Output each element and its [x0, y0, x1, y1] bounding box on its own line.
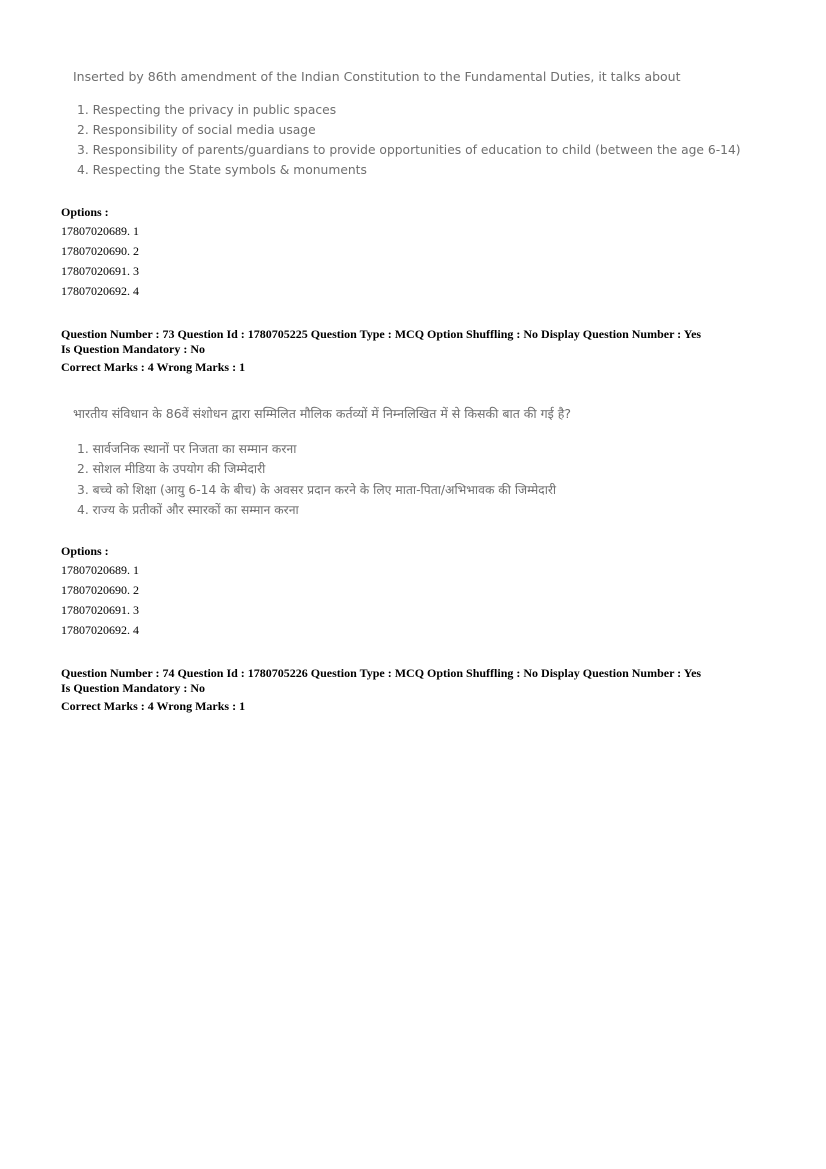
option-item: 17807020689. 1: [61, 224, 139, 238]
option-item: 17807020692. 4: [61, 623, 139, 637]
statement-item: 3. बच्चे को शिक्षा (आयु 6-14 के बीच) के अवसर प्रदान करने के लिए माता-पिता/अभिभावक की जिम्मेदारी: [77, 483, 557, 497]
question-header: Question Number : 73 Question Id : 1780705225 Question Type : MCQ Option Shuffling : No Display Question Number : Yes: [61, 327, 702, 341]
question-image-english: [73, 69, 773, 184]
question-image-hindi: [73, 405, 773, 520]
question-marks: Correct Marks : 4 Wrong Marks : 1: [61, 699, 246, 713]
statement-item: 1. सार्वजनिक स्थानों पर निजता का सम्मान करना: [77, 442, 297, 456]
option-item: 17807020690. 2: [61, 244, 139, 258]
option-item: 17807020690. 2: [61, 583, 139, 597]
question-header: Question Number : 74 Question Id : 1780705226 Question Type : MCQ Option Shuffling : No Display Question Number : Yes: [61, 666, 702, 680]
statement-item: 4. Respecting the State symbols & monuments: [77, 163, 367, 177]
statement-item: 4. राज्य के प्रतीकों और स्मारकों का सम्मान करना: [77, 503, 299, 517]
options-label: Options :: [61, 205, 109, 219]
option-item: 17807020691. 3: [61, 603, 139, 617]
question-mandatory: Is Question Mandatory : No: [61, 342, 206, 356]
question-stem: Inserted by 86th amendment of the Indian Constitution to the Fundamental Duties, it talks about: [73, 69, 681, 84]
question-marks: Correct Marks : 4 Wrong Marks : 1: [61, 360, 246, 374]
option-item: 17807020692. 4: [61, 284, 139, 298]
statement-item: 2. Responsibility of social media usage: [77, 123, 316, 137]
question-stem: भारतीय संविधान के 86वें संशोधन द्वारा सम्मिलित मौलिक कर्तव्यों में निम्नलिखित में से किसकी बात की गई है?: [73, 406, 572, 421]
statement-item: 2. सोशल मीडिया के उपयोग की जिम्मेदारी: [77, 462, 266, 476]
option-item: 17807020689. 1: [61, 563, 139, 577]
statement-item: 3. Responsibility of parents/guardians to provide opportunities of education to child (between the age 6-14): [77, 143, 741, 157]
question-mandatory: Is Question Mandatory : No: [61, 681, 206, 695]
option-item: 17807020691. 3: [61, 264, 139, 278]
statement-item: 1. Respecting the privacy in public spaces: [77, 103, 337, 117]
options-label: Options :: [61, 544, 109, 558]
